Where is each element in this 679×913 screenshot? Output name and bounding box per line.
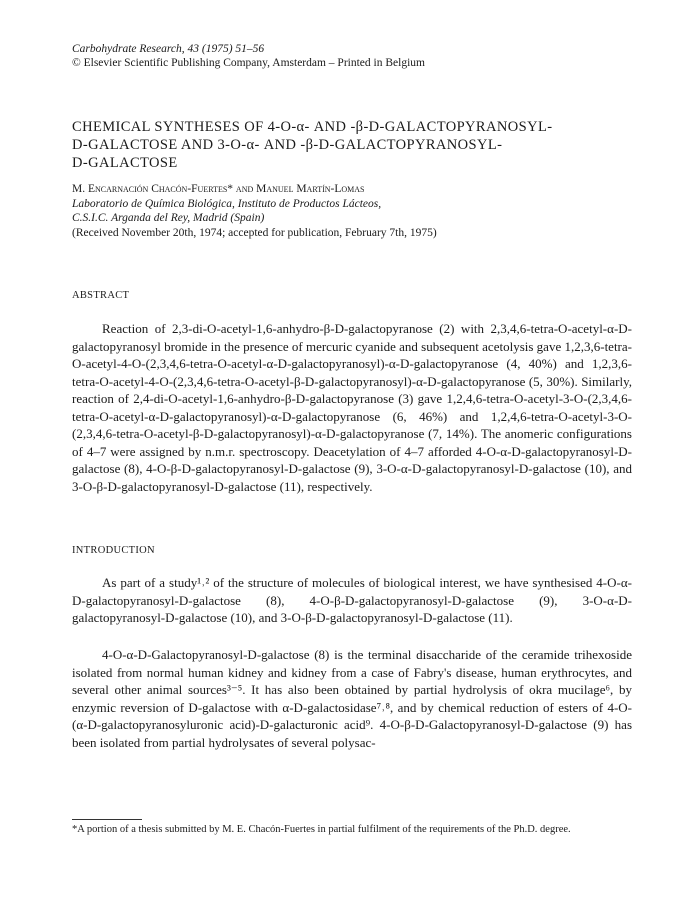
journal-header (72, 42, 632, 70)
abstract-text: Reaction of 2,3-di-O-acetyl-1,6-anhydro-β-D-galactopyranose (2) with 2,3,4,6-tetra-O-acetyl-α-D-galactopyranosyl bromide in the presence of mercuric cyanide and subsequent acetolysis gave 1,2,3,6-tetra-O-acetyl-4-O-(2,3,4,6-tetra-O-acetyl-α-D-galactopyranosyl)-α-D-galactopyranose (4, 40%) and 1,2,3,6-tetra-O-acetyl-4-O-(2,3,4,6-tetra-O-acetyl-β-D-galactopyranosyl)-α-D-galactopyranose (5, 30%). Similarly, reaction of 2,4-di-O-acetyl-1,6-anhydro-β-D-galactopyranose (3) gave 1,2,4,6-tetra-O-acetyl-3-O-(2,3,4,6-tetra-O-acetyl-α-D-galactopyranosyl)-α-D-galactopyranose (6, 46%) and 1,2,4,6-tetra-O-acetyl-3-O-(2,3,4,6-tetra-O-acetyl-β-D-galactopyranosyl)-α-D-galactopyranose (7, 14%). The anomeric configurations of 4–7 were assigned by n.m.r. spectroscopy. Deacetylation of 4–7 afforded 4-O-α-D-galactopyranosyl-D-galactose (8), 4-O-β-D-galactopyranosyl-D-galactose (9), 3-O-α-D-galactopyranosyl-D-galactose (10), and 3-O-β-D-galactopyranosyl-D-galactose (11), respectively. (72, 321, 632, 494)
affiliation-line-1: Laboratorio de Química Biológica, Instituto de Productos Lácteos, (72, 197, 382, 210)
intro-paragraph-2: 4-O-α-D-Galactopyranosyl-D-galactose (8) is the terminal disaccharide of the ceramide trihexoside isolated from normal human kidney and kidney from a case of Fabry's disease, human erythrocytes, and several other animal sources³⁻⁵. It has also been obtained by partial hydrolysis of okra mucilage⁶, by enzymic reversion of D-galactose with α-D-galactosidase⁷˒⁸, and by chemical reduction of esters of 4-O-(α-D-galactopyranosyluronic acid)-D-galacturonic acid⁹. 4-O-β-D-Galactopyranosyl-D-galactose (9) has been isolated from partial hydrolysates of several polysac- (72, 647, 632, 750)
footnote: *A portion of a thesis submitted by M. E. Chacón-Fuertes in partial fulfilment of the requirements of the Ph.D. degree. (72, 824, 571, 835)
publisher-line: © Elsevier Scientific Publishing Company, Amsterdam – Printed in Belgium (72, 57, 425, 69)
article-title (72, 118, 632, 172)
introduction-heading: INTRODUCTION (72, 545, 155, 556)
title-line-3: D-GALACTOSE (72, 155, 178, 171)
journal-citation: Carbohydrate Research, 43 (1975) 51–56 (72, 43, 265, 55)
abstract-heading: ABSTRACT (72, 290, 130, 301)
author-block (72, 182, 632, 240)
footnote-rule (72, 819, 142, 820)
intro-paragraph-1: As part of a study¹˒² of the structure of molecules of biological interest, we have synthesised 4-O-α-D-galactopyranosyl-D-galactose (8), 4-O-β-D-galactopyranosyl-D-galactose (9), 3-O-α-D-galactopyranosyl-D-galactose (10), and 3-O-β-D-galactopyranosyl-D-galactose (11). (72, 575, 632, 625)
author-names: M. Encarnación Chacón-Fuertes* and Manuel Martín-Lomas (72, 183, 365, 195)
title-line-1: CHEMICAL SYNTHESES OF 4-O-α- AND -β-D-GALACTOPYRANOSYL- (72, 119, 553, 135)
received-dates: (Received November 20th, 1974; accepted for publication, February 7th, 1975) (72, 226, 437, 239)
affiliation-line-2: C.S.I.C. Arganda del Rey, Madrid (Spain) (72, 212, 265, 224)
title-line-2: D-GALACTOSE AND 3-O-α- AND -β-D-GALACTOPYRANOSYL- (72, 137, 503, 153)
